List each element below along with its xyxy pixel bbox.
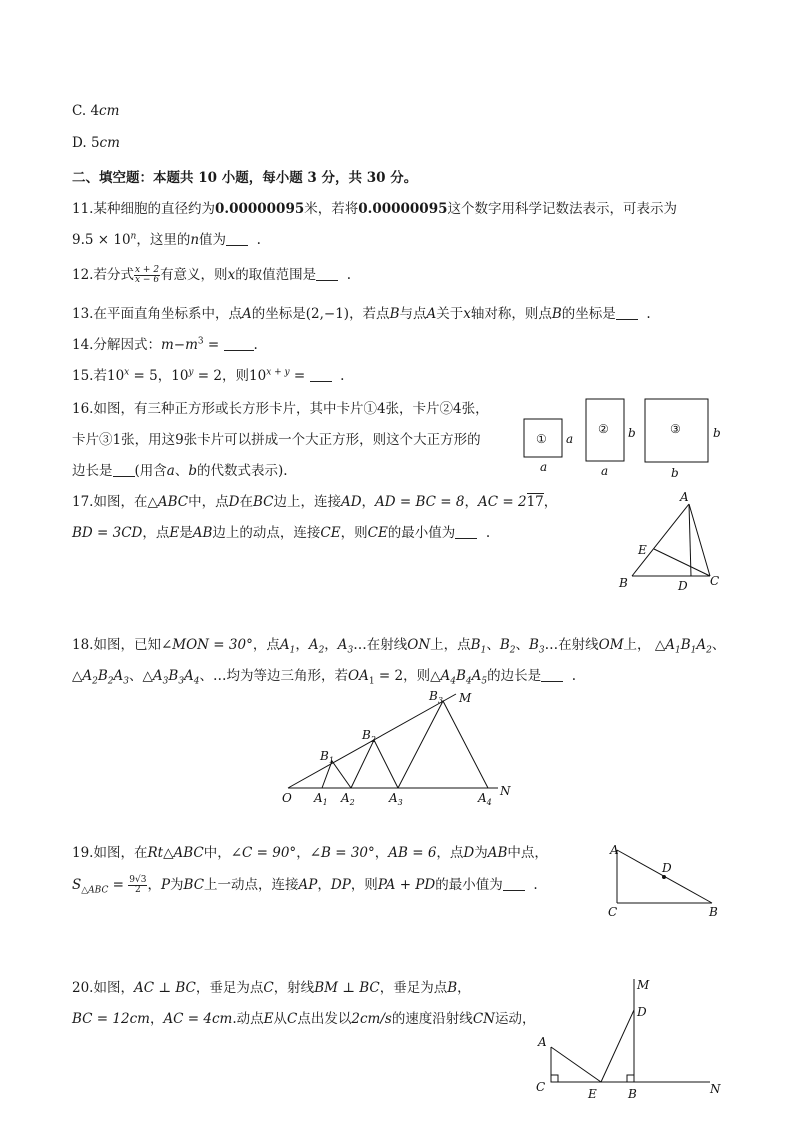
option-c — [72, 103, 119, 119]
text-span: 1 — [328, 756, 334, 765]
fraction — [134, 266, 160, 285]
math-text: $A_2$ — [308, 637, 325, 656]
label-b: B — [619, 576, 628, 590]
text-span: AC ⊥ BC — [133, 980, 196, 996]
text-span: BM ⊥ BC — [314, 980, 380, 996]
text-span: OM — [598, 637, 624, 653]
text-span: PA + PD — [377, 877, 436, 893]
text-span: D — [463, 845, 475, 861]
text-span: B — [447, 980, 458, 996]
math-text: 1 — [674, 645, 681, 656]
text-span: 10 — [171, 368, 189, 384]
text-span: 16.如图，有三种正方形或长方形卡片，其中卡片①4张，卡片②4张， — [72, 401, 489, 417]
text-span: ， — [464, 494, 478, 510]
question-17-line-1 — [72, 490, 557, 510]
math-text: 3 — [178, 676, 185, 687]
label-a: A — [538, 1035, 547, 1049]
text-span: CE — [320, 525, 341, 541]
text-span: . — [571, 668, 576, 684]
text-span: B — [320, 749, 329, 763]
math-text: 5 — [481, 676, 488, 687]
text-span: 3 — [397, 798, 403, 807]
text-span: C — [263, 980, 274, 996]
text-span: …在射线 — [544, 637, 599, 653]
text-span: n — [130, 231, 137, 242]
text-span: …均为等边三角形，若 — [213, 668, 349, 684]
text-span: 14.分解因式： — [72, 337, 161, 353]
text-span: 2 — [134, 885, 141, 895]
text-span: (用含 — [134, 463, 167, 479]
text-span: 的坐标是 — [561, 306, 616, 322]
text-span: x — [463, 306, 471, 322]
text-span: 20.如图， — [72, 980, 134, 996]
math-text: $A_1$ — [279, 637, 296, 656]
card-3-side: b — [713, 426, 721, 440]
right-angle-c — [551, 1075, 558, 1082]
text-span: 的坐标是 — [251, 306, 306, 322]
label-e: E — [638, 543, 647, 557]
text-span: 卡片③1张，用这9张卡片可以拼成一个大正方形，则这个大正方形的 — [72, 432, 481, 448]
text-span: B — [362, 728, 371, 742]
answer-blank — [316, 266, 338, 281]
label-a4 — [477, 791, 492, 807]
text-span: 17 — [526, 494, 544, 510]
text-span: AC = 4cm — [163, 1011, 233, 1027]
right-triangle-figure — [600, 838, 740, 928]
card-2-side: b — [628, 426, 636, 440]
math-text: 2 — [92, 676, 98, 687]
text-span: 中，点 — [188, 494, 229, 510]
text-span: 5 — [90, 135, 100, 151]
text-span: 值为 — [199, 232, 227, 248]
text-span: 10 — [198, 170, 217, 186]
text-span: ，这里的 — [136, 232, 191, 248]
answer-blank — [616, 305, 638, 320]
card-3-bottom: b — [671, 466, 679, 480]
text-span: x + y — [266, 367, 290, 378]
question-13 — [72, 302, 651, 322]
card-3-label: ③ — [670, 422, 681, 436]
text-span: ，点 — [252, 637, 280, 653]
text-span: . — [340, 368, 345, 384]
cards-figure — [520, 395, 750, 485]
label-o: O — [282, 791, 292, 805]
text-span: 边长是 — [72, 463, 113, 479]
math-text: 3 — [347, 645, 354, 656]
math-text: 2 — [318, 645, 325, 656]
text-span: BC — [183, 877, 205, 893]
answer-blank — [455, 524, 477, 539]
text-span: △ABC — [147, 494, 189, 510]
text-span: cm — [99, 135, 120, 151]
text-span: D — [228, 494, 240, 510]
right-angle-b — [627, 1075, 634, 1082]
text-span: . — [485, 525, 491, 541]
question-14 — [72, 333, 258, 353]
text-span: ， — [317, 877, 331, 893]
math-text: $A_3$ — [337, 637, 354, 656]
text-span: 2 — [349, 798, 355, 807]
text-span: BC — [252, 494, 274, 510]
text-span: A — [426, 306, 437, 322]
text-span: 的代数式表示). — [197, 463, 288, 479]
math-text: 3 — [538, 645, 545, 656]
text-span: = 2，则 — [193, 368, 249, 384]
text-span: AD — [340, 494, 362, 510]
label-a3 — [388, 791, 403, 807]
text-span: 为 — [474, 845, 488, 861]
text-span: 的速度沿射线 — [391, 1011, 473, 1027]
text-span: 10 — [106, 368, 125, 384]
answer-blank — [503, 876, 525, 891]
point-d — [662, 875, 666, 879]
text-span: 、 — [174, 463, 189, 479]
math-text: 、 — [129, 668, 143, 684]
segment-ad — [689, 504, 691, 576]
card-2-label: ② — [598, 422, 609, 436]
text-span: = 5， — [129, 368, 172, 384]
text-span: 的边长是 — [487, 668, 542, 684]
text-span: ，垂足为点 — [379, 980, 448, 996]
text-span: 10 — [249, 368, 267, 384]
text-span: x + 2 — [134, 265, 160, 275]
text-span: AB — [487, 845, 508, 861]
math-text: 3 — [162, 676, 169, 687]
text-span: ，点 — [142, 525, 170, 541]
text-span: m−m — [160, 337, 198, 353]
segment-ce — [654, 549, 710, 576]
label-a1 — [313, 791, 328, 807]
label-n: N — [710, 1082, 721, 1096]
text-span: ，射线 — [273, 980, 315, 996]
text-span: 二、填空题：本题共 — [72, 170, 194, 186]
label-b: B — [628, 1087, 637, 1101]
question-19-line-1 — [72, 841, 548, 861]
text-span: 边上，连接 — [273, 494, 341, 510]
math-text: 、 — [199, 668, 214, 684]
text-span: A — [241, 306, 252, 322]
triangle-2 — [351, 740, 398, 788]
text-span: 11.某种细胞的直径约为 — [72, 201, 215, 217]
card-2-bottom: a — [601, 464, 609, 478]
equilateral-chain-figure — [278, 688, 538, 808]
text-span: 这个数字用科学记数法表示，可表示为 — [447, 201, 677, 217]
answer-blank — [113, 462, 135, 477]
math-text: 1 — [289, 645, 296, 656]
text-span: 13.在平面直角坐标系中，点 — [72, 306, 242, 322]
math-text: 2 — [509, 645, 516, 656]
text-span: Rt△ABC — [147, 845, 204, 861]
text-span: . — [256, 232, 261, 248]
text-span: 从 — [273, 1011, 288, 1027]
text-span: ， — [361, 494, 376, 510]
question-19-line-2 — [72, 873, 538, 896]
question-20-line-1 — [72, 976, 471, 996]
text-span: 9.5 × 10 — [72, 232, 131, 248]
label-b3 — [428, 689, 443, 705]
text-span: △ABC — [81, 885, 109, 896]
text-span: A — [341, 791, 350, 805]
text-span: x — [227, 267, 236, 283]
text-span: 小题，每小题 — [221, 170, 303, 186]
label-d: D — [637, 1005, 647, 1019]
text-span: AP — [298, 877, 318, 893]
text-span: 18.如图，已知 — [72, 637, 161, 653]
text-span: = — [203, 337, 224, 353]
answer-blank — [310, 367, 332, 382]
text-span: n — [190, 232, 200, 248]
text-span: C — [287, 1011, 298, 1027]
text-span: P — [160, 877, 171, 893]
text-span: 点出发以 — [297, 1011, 352, 1027]
answer-blank — [224, 336, 254, 351]
text-span: 1 — [322, 798, 328, 807]
text-span: C. — [72, 103, 91, 119]
text-span: b — [188, 463, 197, 479]
segment-ac — [689, 504, 710, 576]
label-a2 — [340, 791, 355, 807]
text-span: B — [389, 306, 400, 322]
text-span: E — [169, 525, 180, 541]
text-span: E — [263, 1011, 274, 1027]
math-text: $\triangle A_2B_2A_3$ — [72, 668, 130, 687]
area-fraction — [128, 876, 147, 895]
math-text: 2 — [107, 676, 114, 687]
text-span: 与点 — [399, 306, 427, 322]
label-m: M — [637, 978, 650, 992]
text-span: 上， — [623, 637, 651, 653]
text-span: 4 — [90, 103, 100, 119]
text-span: 19.如图，在 — [72, 845, 148, 861]
text-span: . — [253, 337, 258, 353]
text-span: ， — [374, 845, 389, 861]
text-span: A — [314, 791, 323, 805]
label-b2 — [361, 728, 376, 744]
label-d: D — [678, 579, 688, 593]
math-text: 4 — [193, 676, 200, 687]
question-20-line-2 — [72, 1007, 535, 1027]
text-span: OA — [348, 668, 369, 684]
question-16-line-1 — [72, 397, 489, 417]
text-span: 在 — [239, 494, 253, 510]
text-span: ， — [296, 845, 310, 861]
text-span: . — [646, 306, 651, 322]
text-span: ， — [457, 980, 471, 996]
text-span: AB — [192, 525, 213, 541]
math-text: 1 — [480, 645, 487, 656]
label-c: C — [608, 905, 618, 919]
question-18-line-1 — [72, 633, 725, 656]
label-e: E — [588, 1087, 597, 1101]
text-span: 2 — [370, 735, 376, 744]
math-text: ， — [295, 637, 309, 653]
label-c: C — [536, 1080, 546, 1094]
text-span: 上，点 — [430, 637, 471, 653]
text-span: 的最小值为 — [387, 525, 456, 541]
text-span: 上一动点，连接 — [204, 877, 299, 893]
label-m: M — [459, 691, 472, 705]
text-span: ∠B = 30° — [309, 845, 375, 861]
text-span: B — [551, 306, 562, 322]
question-17-line-2 — [72, 521, 490, 541]
segment-ab — [632, 504, 689, 576]
math-text: $B_1$ — [470, 637, 487, 656]
text-span: 中， — [203, 845, 231, 861]
text-span: AD = BC = 8 — [375, 494, 465, 510]
question-16-line-3 — [72, 459, 288, 479]
text-span: 米，若将 — [304, 201, 359, 217]
text-span: 0.00000095 — [214, 201, 305, 217]
text-span: AC = 2 — [478, 494, 527, 510]
card-1-side: a — [566, 432, 574, 446]
text-span: CN — [472, 1011, 495, 1027]
text-span: 中点， — [507, 845, 548, 861]
question-16-line-2 — [72, 428, 481, 448]
label-b: B — [709, 905, 718, 919]
label-d: D — [662, 861, 672, 875]
question-12 — [72, 263, 351, 285]
text-span: 分。 — [390, 170, 418, 186]
text-span: ∠C = 90° — [230, 845, 297, 861]
text-span: = 2，则 — [374, 668, 431, 684]
text-span: ，点 — [436, 845, 464, 861]
card-1-bottom: a — [540, 460, 548, 474]
text-span: ，则 — [340, 525, 368, 541]
text-span: A — [478, 791, 487, 805]
text-span: ，则 — [350, 877, 378, 893]
text-span: = — [289, 368, 310, 384]
text-span: 12.若分式 — [72, 267, 134, 283]
text-span: = — [108, 877, 129, 893]
text-span: B — [429, 689, 438, 703]
text-span: 2cm/s — [351, 1011, 392, 1027]
text-span: .动点 — [232, 1011, 264, 1027]
math-text: 、 — [515, 637, 529, 653]
text-span: 分，共 — [321, 170, 363, 186]
perpendicular-rays-figure — [530, 975, 750, 1100]
answer-blank — [541, 667, 563, 682]
text-span: ， — [149, 1011, 164, 1027]
math-text: 4 — [465, 676, 472, 687]
text-span: …在射线 — [353, 637, 408, 653]
text-span: A — [389, 791, 398, 805]
math-text: 1 — [368, 676, 375, 687]
triangle-1 — [322, 761, 351, 788]
question-18-line-2 — [72, 664, 576, 687]
math-text: $B_2$ — [499, 637, 516, 656]
text-span: . — [533, 877, 538, 893]
text-span: 4 — [486, 798, 492, 807]
text-span: 关于 — [436, 306, 464, 322]
question-15 — [72, 364, 344, 384]
text-span: D. — [72, 135, 91, 151]
text-span: 15.若 — [72, 368, 107, 384]
text-span: a — [166, 463, 175, 479]
math-text: ， — [324, 637, 338, 653]
math-text: $\triangle A_1B_1A_2$ — [654, 637, 712, 656]
text-span: ， — [147, 877, 161, 893]
text-span: 0.00000095 — [358, 201, 448, 217]
answer-blank — [226, 231, 248, 246]
text-span: . — [346, 267, 352, 283]
text-span: 边上的动点，连接 — [212, 525, 321, 541]
text-span: 轴对称，则点 — [470, 306, 552, 322]
label-b1 — [319, 749, 334, 765]
question-11-line-1 — [72, 197, 677, 217]
text-span: ∠MON = 30° — [160, 637, 253, 653]
triangle-3 — [398, 701, 488, 788]
text-span: y — [188, 367, 194, 378]
math-text: 、 — [711, 637, 726, 653]
text-span: CE — [367, 525, 388, 541]
text-span: 为 — [170, 877, 184, 893]
section-heading — [72, 166, 417, 186]
text-span: 3 — [307, 170, 317, 186]
label-a: A — [680, 490, 689, 504]
option-d — [72, 135, 120, 151]
text-span: BD = 3CD — [72, 525, 143, 541]
math-text: 2 — [706, 645, 712, 656]
text-span: ON — [407, 637, 431, 653]
text-span: 30 — [366, 170, 386, 186]
text-span: 有意义，则 — [160, 267, 228, 283]
text-span: 17.如图，在 — [72, 494, 148, 510]
label-n: N — [500, 784, 511, 798]
text-span: 9√3 — [129, 875, 147, 885]
math-text: $\triangle A_3B_3A_4$ — [142, 668, 200, 687]
text-span: (2,−1) — [305, 306, 350, 322]
triangle-abc-figure — [612, 488, 732, 598]
text-span: 运动， — [494, 1011, 536, 1027]
text-span: BC = 12cm — [72, 1011, 150, 1027]
math-text: 1 — [690, 645, 697, 656]
math-text: $\triangle A_4B_4A_5$ — [430, 668, 488, 687]
text-span: ，垂足为点 — [195, 980, 264, 996]
math-text: 4 — [450, 676, 456, 687]
text-span: 的最小值为 — [435, 877, 503, 893]
label-a: A — [610, 843, 619, 857]
text-span: x — [124, 367, 130, 378]
label-c: C — [710, 574, 720, 588]
math-text: $B_3$ — [528, 637, 545, 656]
text-span: x − 6 — [134, 275, 160, 285]
segment-ed — [601, 1010, 634, 1082]
text-span: 是 — [179, 525, 193, 541]
question-11-line-2 — [72, 228, 261, 248]
math-text: 3 — [123, 676, 130, 687]
text-span: 的取值范围是 — [235, 267, 317, 283]
text-span: DP — [330, 877, 351, 893]
text-span: ， — [543, 494, 558, 510]
text-span: 3 — [437, 696, 443, 705]
text-span: 3 — [197, 336, 204, 347]
text-span: cm — [99, 103, 120, 119]
text-span: S — [72, 877, 82, 893]
text-span: AB = 6 — [388, 845, 437, 861]
math-text: 、 — [486, 637, 500, 653]
card-1-label: ① — [536, 432, 547, 446]
text-span: ，若点 — [349, 306, 390, 322]
